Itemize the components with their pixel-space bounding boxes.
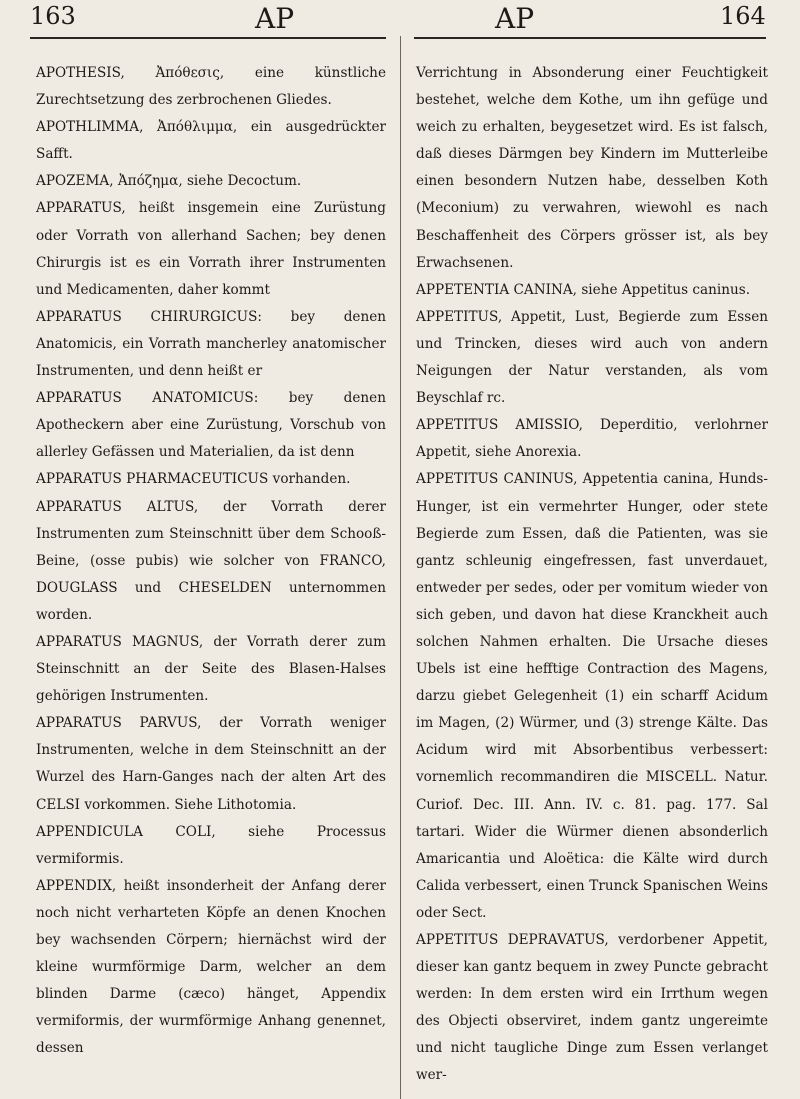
- page-number-left: 163: [30, 2, 76, 30]
- page-number-right: 164: [720, 2, 766, 30]
- entry-appetitus: APPETITUS, Appetit, Lust, Begierde zum Essen und Trincken, dieses wird auch von andern Neigungen der Natur verstanden, als vom Beyschlaf rc.: [416, 308, 768, 407]
- header-rule-left: [30, 37, 386, 39]
- entry-apparatus-parvus: APPARATUS PARVUS, der Vorrath weniger Instrumenten, welche in dem Steinschnitt an der Wurzel des Harn-Ganges nach der alten Art des CELSI vorkommen. Siehe Lithotomia.: [36, 715, 386, 813]
- entry-apozema: APOZEMA, Ἀπόζημα, siehe Decoctum.: [36, 173, 302, 190]
- entry-appendix: APPENDIX, heißt insonderheit der Anfang derer noch nicht verharteten Köpfe an denen Knochen bey wachsenden Cörpern; hiernächst wird der kleine wurmförmige Darm, welcher an dem blinden Darme (cæco) hänget, Appendix vermiformis, der wurmförmige Anhang genennet, dessen: [36, 877, 386, 1057]
- entry-apothlimma: APOTHLIMMA, Ἀπόθλιμμα, ein ausgedrückter Safft.: [36, 119, 386, 163]
- left-column: [36, 60, 386, 1062]
- entry-apparatus-anatomicus: APPARATUS ANATOMICUS: bey denen Apotheckern aber eine Zurüstung, Vorschub von allerley Gefässen und Materialien, da ist denn: [36, 390, 386, 461]
- entry-appetitus-caninus: APPETITUS CANINUS, Appetentia canina, Hunds-Hunger, ist ein vermehrter Hunger, oder stete Begierde zum Essen, daß die Patienten, was sie gantz schleunig eingefressen, fast unverdauet, entweder per sedes, oder per vomitum wieder von sich geben, und davon hat diese Kranckheit auch solchen Nahmen erhalten. Die Ursache dieses Ubels ist eine hefftige Contraction des Magens, darzu giebet Gelegenheit (1) ein scharff Acidum im Magen, (2) Würmer, und (3) strenge Kälte. Das Acidum wird mit Absorbentibus verbessert: vornemlich recommandiren die MISCELL. Natur. Curiof. Dec. III. Ann. IV. c. 81. pag. 177. Sal tartari. Wider die Würmer dienen absonderlich Amaricantia und Aloëtica: die Kälte wird durch Calida verbessert, einen Trunck Spanischen Weins oder Sect.: [416, 471, 768, 921]
- entry-appetitus-amissio: APPETITUS AMISSIO, Deperditio, verlohrner Appetit, siehe Anorexia.: [416, 417, 768, 461]
- entry-appendicula-coli: APPENDICULA COLI, siehe Processus vermiformis.: [36, 823, 386, 867]
- entry-apparatus: APPARATUS, heißt insgemein eine Zurüstung oder Vorrath von allerhand Sachen; bey denen Chirurgis ist es ein Vorrath ihrer Instrumenten und Medicamenten, daher kommt: [36, 200, 386, 298]
- entry-appetentia-canina: APPETENTIA CANINA, siehe Appetitus caninus.: [416, 281, 751, 298]
- column-divider: [400, 36, 401, 1099]
- entry-apparatus-pharmaceuticus: APPARATUS PHARMACEUTICUS vorhanden.: [36, 471, 351, 488]
- running-head-left: AP: [255, 2, 295, 35]
- entry-apothesis: APOTHESIS, Ἀπόθεσις, eine künstliche Zurechtsetzung des zerbrochenen Gliedes.: [36, 65, 386, 109]
- entry-apparatus-magnus: APPARATUS MAGNUS, der Vorrath derer zum Steinschnitt an der Seite des Blasen-Halses gehörigen Instrumenten.: [36, 633, 386, 705]
- entry-apparatus-chirurgicus: APPARATUS CHIRURGICUS: bey denen Anatomicis, ein Vorrath mancherley anatomischer Instrumenten, und denn heißt er: [36, 308, 386, 380]
- entry-apparatus-altus: APPARATUS ALTUS, der Vorrath derer Instrumenten zum Steinschnitt über dem Schooß-Beine, (osse pubis) wie solcher von FRANCO, DOUGLASS und CHESELDEN unternommen worden.: [36, 498, 386, 623]
- entry-appetitus-depravatus: APPETITUS DEPRAVATUS, verdorbener Appetit, dieser kan gantz bequem in zwey Puncte gebracht werden: In dem ersten wird ein Irrthum wegen des Objecti observiret, indem gantz ungereimte und nicht taugliche Dinge zum Essen verlanget wer-: [416, 932, 768, 1084]
- entry-appendix-continued: Verrichtung in Absonderung einer Feuchtigkeit bestehet, welche dem Kothe, um ihn gefüge und weich zu erhalten, beygesetzet wird. Es ist falsch, daß dieses Därmgen bey Kindern im Mutterleibe einen besondern Nutzen habe, desselben Koth (Meconium) zu verwahren, wiewohl es nach Beschaffenheit des Cörpers grösser ist, als bey Erwachsenen.: [416, 65, 768, 271]
- header-rule-right: [414, 37, 766, 39]
- right-column: [416, 60, 768, 1090]
- running-head-right: AP: [495, 2, 535, 35]
